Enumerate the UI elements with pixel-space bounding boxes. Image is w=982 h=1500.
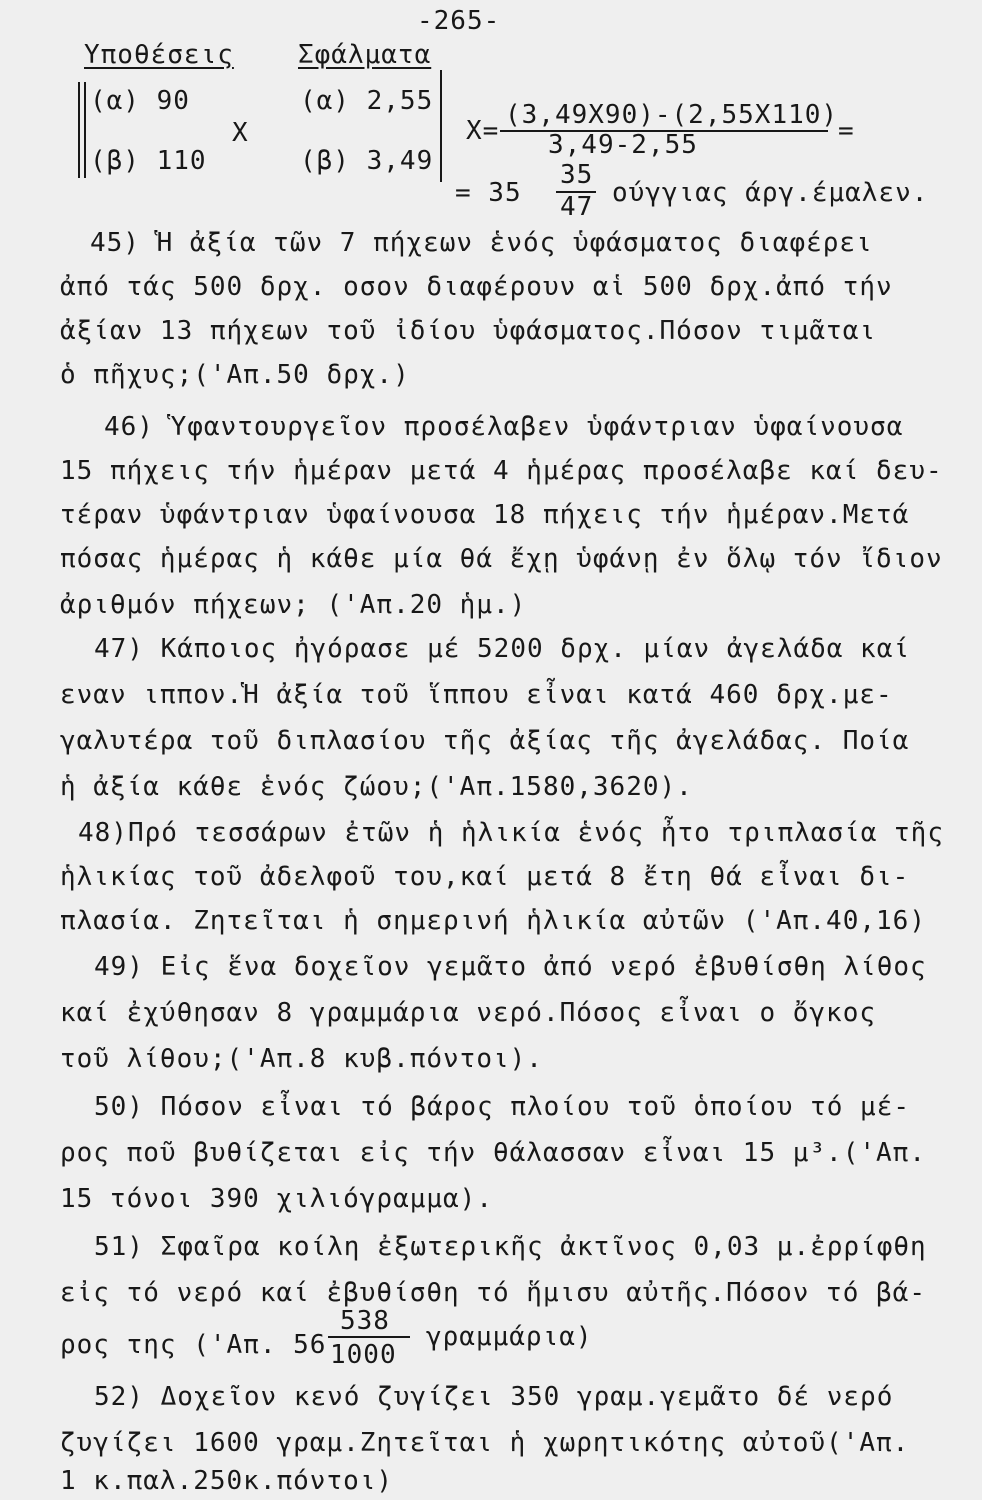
text-line: 50) Πόσον εἶναι τό βάρος πλοίου τοῦ ὁποίου τό μέ- xyxy=(94,1092,911,1122)
cross-mark: X xyxy=(232,118,249,148)
text-line: 1 κ.παλ.250κ.πόντοι) xyxy=(60,1466,394,1496)
table-left-rule xyxy=(78,82,80,178)
column-header-errors: Σφάλματα xyxy=(298,40,432,70)
text-line: 15 τόνοι 390 χιλιόγραμμα). xyxy=(60,1184,493,1214)
result-fraction-numerator: 35 xyxy=(560,160,594,190)
text-line: καί ἐχύθησαν 8 γραμμάρια νερό.Πόσος εἶναι ο ὄγκος xyxy=(60,998,877,1028)
table-left-rule-inner xyxy=(84,82,86,178)
error-b: (β) 3,49 xyxy=(300,146,434,176)
text-line: πλασία. Ζητεῖται ἡ σημερινή ἡλικία αὐτῶν ('Απ.40,16) xyxy=(60,906,926,936)
text-line: ἡ ἀξία κάθε ἑνός ζώου;('Απ.1580,3620). xyxy=(60,772,693,802)
error-a: (α) 2,55 xyxy=(300,86,434,116)
result-prefix: = 35 xyxy=(455,178,522,208)
text-line: 48)Πρό τεσσάρων ἐτῶν ἡ ἡλικία ἑνός ἦτο τριπλασία τῆς xyxy=(78,818,944,848)
text-line: 51) Σφαῖρα κοίλη ἐξωτερικῆς ἀκτῖνος 0,03 μ.ἐρρίφθη xyxy=(94,1232,927,1262)
result-suffix: ούγγιας άργ.έμαλεν. xyxy=(612,178,929,208)
text-line: ρος της ('Απ. 56 xyxy=(60,1330,327,1360)
text-line: ἡλικίας τοῦ ἀδελφοῦ του,καί μετά 8 ἔτη θά εἶναι δι- xyxy=(60,862,910,892)
text-line: εἰς τό νερό καί ἐβυθίσθη τό ἥμισυ αὐτῆς.Πόσον τό βά- xyxy=(60,1278,926,1308)
formula-numerator: (3,49X90)-(2,55X110) xyxy=(505,100,839,130)
text-line: ὁ πῆχυς;('Απ.50 δρχ.) xyxy=(60,360,410,390)
table-right-rule xyxy=(440,70,442,182)
formula-equals: = xyxy=(838,116,855,146)
text-line: ἀριθμόν πήχεων; ('Απ.20 ἡμ.) xyxy=(60,590,527,620)
text-line: 46) Ὑφαντουργεῖον προσέλαβεν ὑφάντριαν ὑφαίνουσα xyxy=(104,412,904,442)
fraction-51-bar xyxy=(328,1336,410,1338)
text-line: 47) Κάποιος ἠγόρασε μέ 5200 δρχ. μίαν ἀγελάδα καί xyxy=(94,634,911,664)
hypothesis-a: (α) 90 xyxy=(90,86,190,116)
column-header-hypotheses: Υποθέσεις xyxy=(84,40,234,70)
formula-prefix: X= xyxy=(466,116,500,146)
text-line: 15 πήχεις τήν ἡμέραν μετά 4 ἡμέρας προσέλαβε καί δευ- xyxy=(60,456,943,486)
text-line: ἀπό τάς 500 δρχ. οσον διαφέρουν αἱ 500 δρχ.ἀπό τήν xyxy=(60,272,893,302)
text-line: ρος ποῦ βυθίζεται εἰς τήν θάλασσαν εἶναι 15 μ³.('Απ. xyxy=(60,1138,926,1168)
text-line: 45) Ἡ ἀξία τῶν 7 πήχεων ἑνός ὑφάσματος διαφέρει xyxy=(90,228,873,258)
result-fraction-denominator: 47 xyxy=(560,192,594,222)
fraction-51-numerator: 538 xyxy=(340,1306,390,1336)
text-line: γαλυτέρα τοῦ διπλασίου τῆς ἀξίας τῆς ἀγελάδας. Ποία xyxy=(60,726,910,756)
text-line: πόσας ἡμέρας ἡ κάθε μία θά ἔχῃ ὑφάνῃ ἐν ὅλῳ τόν ἴδιον xyxy=(60,544,943,574)
text-line: γραμμάρια) xyxy=(426,1322,593,1352)
formula-denominator: 3,49-2,55 xyxy=(548,130,698,160)
text-line: 49) Εἰς ἕνα δοχεῖον γεμᾶτο ἀπό νερό ἐβυθίσθη λίθος xyxy=(94,952,927,982)
text-line: 52) Δοχεῖον κενό ζυγίζει 350 γραμ.γεμᾶτο δέ νερό xyxy=(94,1382,894,1412)
text-line: τοῦ λίθου;('Απ.8 κυβ.πόντοι). xyxy=(60,1044,543,1074)
page-number: -265- xyxy=(417,6,501,36)
fraction-51-denominator: 1000 xyxy=(330,1340,397,1370)
text-line: ζυγίζει 1600 γραμ.Ζητεῖται ἡ χωρητικότης αὐτοῦ('Απ. xyxy=(60,1428,910,1458)
text-line: τέραν ὑφάντριαν ὑφαίνουσα 18 πήχεις τήν ἡμέραν.Μετά xyxy=(60,500,910,530)
hypothesis-b: (β) 110 xyxy=(90,146,207,176)
text-line: ἀξίαν 13 πήχεων τοῦ ἰδίου ὑφάσματος.Πόσον τιμᾶται xyxy=(60,316,877,346)
text-line: εναν ιππον.Ἡ ἀξία τοῦ ἵππου εἶναι κατά 460 δρχ.με- xyxy=(60,680,893,710)
